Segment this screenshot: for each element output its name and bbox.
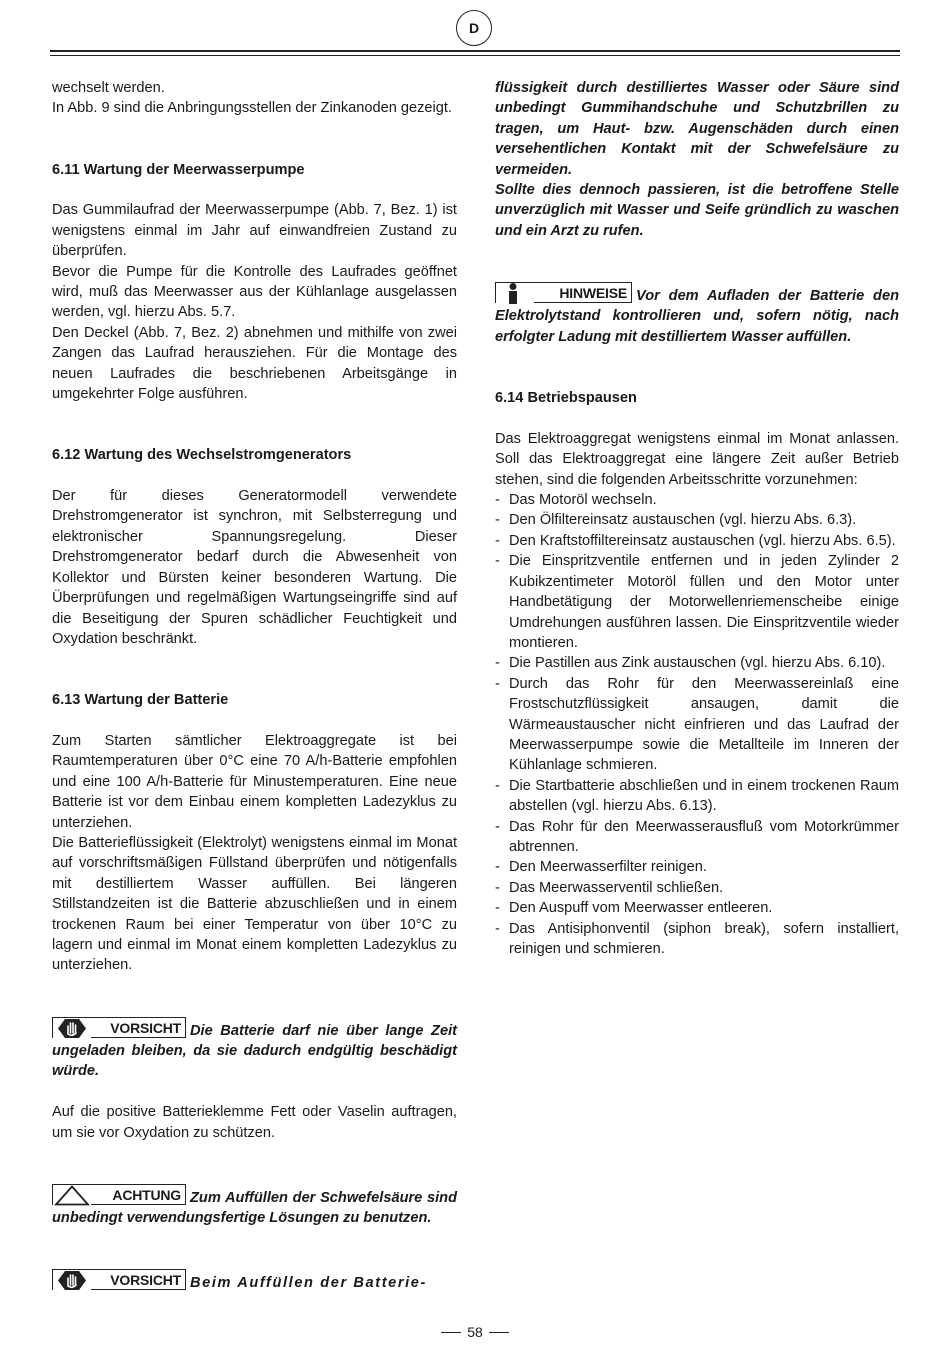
list-item: - Die Startbatterie abschließen und in einem trockenen Raum abstellen (vgl. hierzu Abs. 6.13). [495, 776, 899, 817]
vorsicht-continued: flüssigkeit durch destilliertes Wasser oder Säure sind unbedingt Gummihandschuhe und Schutzbrillen zu tragen, um Haut- bzw. Augenschäden durch einen versehentlichen Kontakt mit der Schwefelsäure zu vermeiden. [495, 80, 899, 178]
achtung-notice [52, 1184, 457, 1229]
list-item: - Das Rohr für den Meerwasserausfluß vom Motorkrümmer abtrennen. [495, 817, 899, 858]
vorsicht-text: Die Batterie darf nie über lange Zeit ungeladen bleiben, da sie dadurch endgültig beschädigt würde. [52, 1022, 457, 1080]
section-heading-6-14: 6.14 Betriebspausen [495, 390, 637, 407]
paragraph: wechselt werden. [52, 80, 165, 96]
hinweise-text: Vor dem Aufladen der Batterie den Elektrolytstand kontrollieren und, sofern nötig, nach erfolgter Ladung mit destilliertem Wasser auffüllen. [495, 288, 899, 345]
paragraph: Der für dieses Generatormodell verwendete Drehstromgenerator ist synchron, mit Selbsterregung und elektronischer Spannungsregelung. Dieser Drehstromgenerator bedarf durch die Abwesenheit von Kollektor und Bürsten keiner besonderen Wartung. Die Überprüfungen und regelmäßigen Wartungseingriffe sind auf die Beseitigung der Spuren schädlicher Feuchtigkeit und Oxydation beschränkt. [52, 488, 457, 647]
vorsicht-badge [52, 1269, 186, 1290]
stop-hand-icon [53, 1270, 91, 1291]
paragraph: In Abb. 9 sind die Anbringungsstellen der Zinkanoden gezeigt. [52, 100, 452, 117]
paragraph: Zum Starten sämtlicher Elektroaggregate ist bei Raumtemperaturen über 0°C eine 70 A/h-Batterie empfohlen und eine 100 A/h-Batterie für Minustemperaturen. Eine neue Batterie ist vor dem Einbau einem kompletten Ladezyklus zu unterziehen. [52, 732, 457, 831]
hinweise-notice [495, 282, 899, 347]
list-item: - Die Pastillen aus Zink austauschen (vgl. hierzu Abs. 6.10). [495, 653, 899, 673]
list-item: - Durch das Rohr für den Meerwassereinlaß eine Frostschutzflüssigkeit ansaugen, damit die Wärmeaustauscher nicht einfrieren und das Laufrad der Meerwasserpumpe sowie die Metallteile im Inneren der Kühlanlage schmieren. [495, 674, 899, 776]
achtung-text: Zum Auffüllen der Schwefelsäure sind unbedingt verwendungsfertige Lösungen zu benutzen. [52, 1189, 457, 1227]
header-rule [50, 50, 900, 52]
vorsicht-text: Beim Auffüllen der Batterie- [190, 1275, 427, 1292]
page-footer [0, 1324, 950, 1340]
info-icon [496, 283, 534, 304]
list-item: - Das Motoröl wechseln. [495, 490, 899, 510]
vorsicht-continued-2: Sollte dies dennoch passieren, ist die betroffene Stelle unverzüglich mit Wasser und Seife gründlich zu waschen und ein Arzt zu rufen. [495, 182, 899, 239]
section-heading-6-12: 6.12 Wartung des Wechselstromgenerators [52, 447, 352, 464]
vorsicht-label: VORSICHT [110, 1019, 181, 1036]
footer-dash [489, 1332, 509, 1333]
list-item: - Den Kraftstoffiltereinsatz austauschen (vgl. hierzu Abs. 6.5). [495, 531, 899, 551]
vorsicht-notice [52, 1017, 457, 1082]
section-heading-6-11: 6.11 Wartung der Meerwasserpumpe [52, 161, 305, 178]
section-heading-6-13: 6.13 Wartung der Batterie [52, 692, 229, 709]
hinweise-label: HINWEISE [559, 285, 627, 302]
right-column [495, 78, 899, 959]
achtung-badge [52, 1184, 186, 1205]
page-number: 58 [467, 1324, 483, 1340]
list-item: - Die Einspritzventile entfernen und in jeden Zylinder 2 Kubikzentimeter Motoröl füllen und den Motor unter Handbetätigung der Motorwellenriemenscheibe einige Umdrehungen ausführen lassen. Die Einspritzventile wieder montieren. [495, 551, 899, 653]
list-item: - Den Auspuff vom Meerwasser entleeren. [495, 898, 899, 918]
language-badge: D [456, 10, 492, 46]
steps-list [495, 490, 899, 959]
header-rule-thin [50, 55, 900, 56]
paragraph: Bevor die Pumpe für die Kontrolle des Laufrades geöffnet wird, muß das Meerwasser aus der Kühlanlage ausgelassen werden, vgl. hierzu Abs. 5.7. [52, 263, 457, 321]
achtung-label: ACHTUNG [112, 1186, 181, 1203]
vorsicht-badge [52, 1017, 186, 1038]
hinweise-badge [495, 282, 632, 303]
paragraph: Das Elektroaggregat wenigstens einmal im Monat anlassen. Soll das Elektroaggregat eine längere Zeit außer Betrieb stehen, sind die folgenden Arbeitsschritte vorzunehmen: [495, 430, 899, 488]
paragraph: Das Gummilaufrad der Meerwasserpumpe (Abb. 7, Bez. 1) ist wenigstens einmal im Jahr auf einwandfreien Zustand zu überprüfen. [52, 202, 457, 260]
vorsicht-label: VORSICHT [110, 1272, 181, 1289]
list-item: - Das Meerwasserventil schließen. [495, 878, 899, 898]
left-column [52, 78, 457, 1294]
list-item: - Das Antisiphonventil (siphon break), sofern installiert, reinigen und schmieren. [495, 919, 899, 960]
paragraph: Die Batterieflüssigkeit (Elektrolyt) wenigstens einmal im Monat auf vorschriftsmäßigen Füllstand überprüfen und nötigenfalls mit destilliertem Wasser auffüllen. Bei längeren Stillstandzeiten ist die Batterie abzuschließen und in einem trockenen Raum bei einer Temperatur von über 10°C zu lagern und einmal im Monat einem kompletten Ladezyklus zu unterziehen. [52, 834, 457, 974]
paragraph: Auf die positive Batterieklemme Fett oder Vaselin auftragen, um sie vor Oxydation zu schützen. [52, 1104, 457, 1141]
warning-triangle-icon [53, 1185, 91, 1206]
vorsicht-notice-2 [52, 1269, 457, 1293]
list-item: - Den Meerwasserfilter reinigen. [495, 857, 899, 877]
footer-dash [441, 1332, 461, 1333]
stop-hand-icon [53, 1018, 91, 1039]
paragraph: Den Deckel (Abb. 7, Bez. 2) abnehmen und mithilfe von zwei Zangen das Laufrad herausziehen. Für die Montage des neuen Laufrades die beschriebenen Arbeitsgänge in umgekehrter Folge ausführen. [52, 324, 457, 403]
list-item: - Den Ölfiltereinsatz austauschen (vgl. hierzu Abs. 6.3). [495, 510, 899, 530]
